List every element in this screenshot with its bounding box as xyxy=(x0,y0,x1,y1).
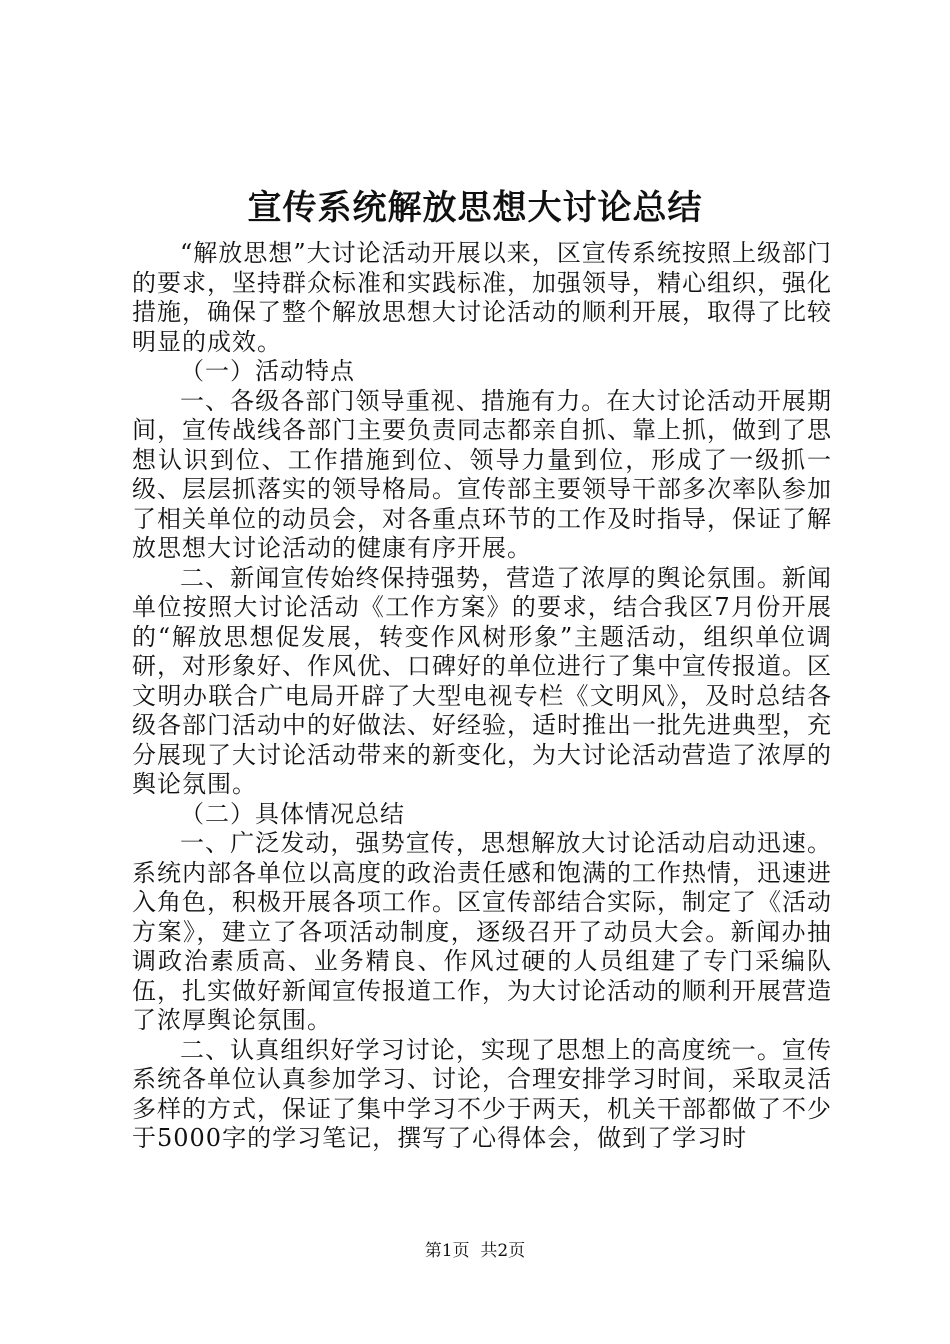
document-title: 宣传系统解放思想大讨论总结 xyxy=(247,188,703,228)
document-body xyxy=(132,239,832,1154)
section-heading-summary: （二）具体情况总结 xyxy=(180,799,405,828)
page-footer xyxy=(0,1240,950,1262)
paragraph-summary-2: 二、认真组织好学习讨论，实现了思想上的高度统一。宣传系统各单位认真参加学习、讨论，合理安排学习时间，采取灵活多样的方式，保证了集中学习不少于两天，机关干部都做了不少于5000字的学习笔记，撰写了心得体会，做到了学习时 xyxy=(132,1035,832,1152)
page-total: 共2页 xyxy=(480,1241,526,1261)
section-heading-features: （一）活动特点 xyxy=(180,357,355,385)
page-number: 第1页 xyxy=(424,1241,470,1261)
paragraph-intro: “解放思想”大讨论活动开展以来，区宣传系统按照上级部门的要求，坚持群众标准和实践标准，加强领导，精心组织，强化措施，确保了整个解放思想大讨论活动的顺利开展，取得了比较明显的成效。 xyxy=(132,239,832,356)
paragraph-feature-1: 一、各级各部门领导重视、措施有力。在大讨论活动开展期间，宣传战线各部门主要负责同志都亲自抓、靠上抓，做到了思想认识到位、工作措施到位、领导力量到位，形成了一级抓一级、层层抓落实的领导格局。宣传部主要领导干部多次率队参加了相关单位的动员会，对各重点环节的工作及时指导，保证了解放思想大讨论活动的健康有序开展。 xyxy=(132,386,832,562)
paragraph-summary-1: 一、广泛发动，强势宣传，思想解放大讨论活动启动迅速。系统内部各单位以高度的政治责任感和饱满的工作热情，迅速进入角色，积极开展各项工作。区宣传部结合实际，制定了《活动方案》，建立了各项活动制度，逐级召开了动员大会。新闻办抽调政治素质高、业务精良、作风过硬的人员组建了专门采编队伍，扎实做好新闻宣传报道工作，为大讨论活动的顺利开展营造了浓厚舆论氛围。 xyxy=(132,829,832,1034)
paragraph-feature-2: 二、新闻宣传始终保持强势，营造了浓厚的舆论氛围。新闻单位按照大讨论活动《工作方案》的要求，结合我区7月份开展的“解放思想促发展，转变作风树形象”主题活动，组织单位调研，对形象好、作风优、口碑好的单位进行了集中宣传报道。区文明办联合广电局开辟了大型电视专栏《文明风》，及时总结各级各部门活动中的好做法、好经验，适时推出一批先进典型，充分展现了大讨论活动带来的新变化，为大讨论活动营造了浓厚的舆论氛围。 xyxy=(132,563,832,798)
